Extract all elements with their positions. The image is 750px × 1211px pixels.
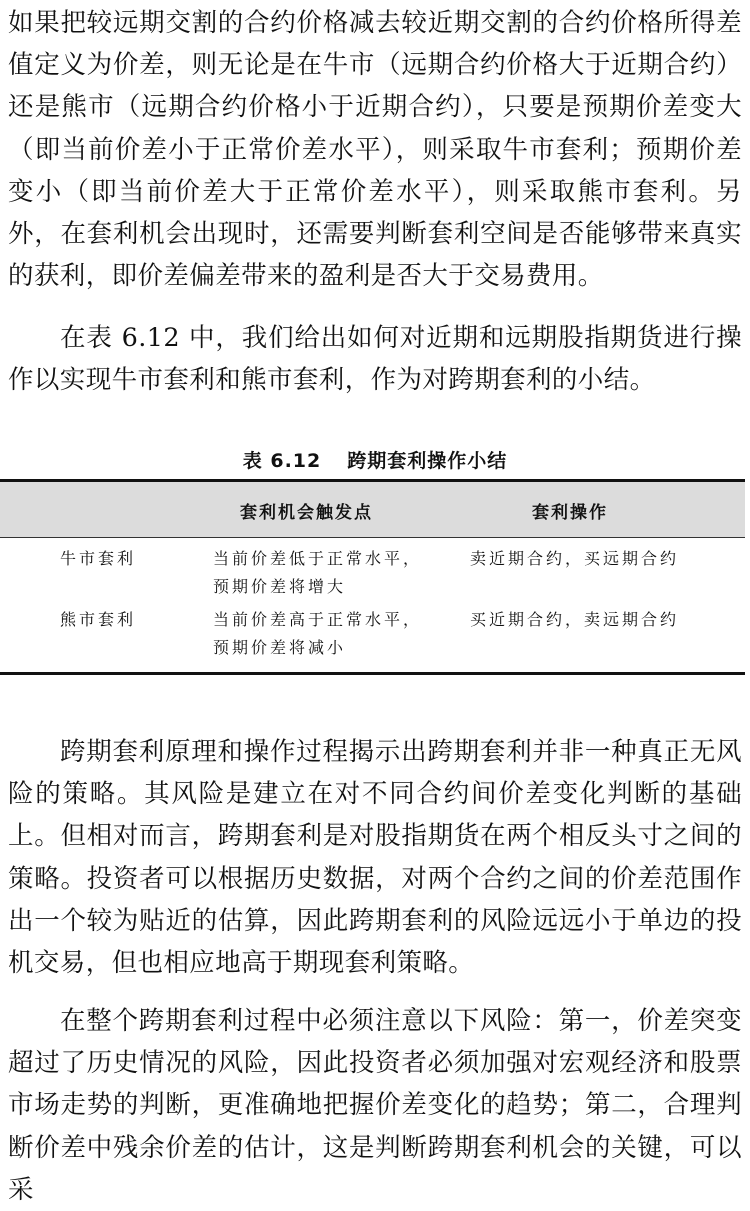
table-caption: [0, 446, 750, 473]
header-trigger: 套利机会触发点: [240, 503, 373, 523]
table-caption-title: 跨期套利操作小结: [347, 450, 508, 472]
paragraph-risk-notes: 在整个跨期套利过程中必须注意以下风险：第一，价差突变超过了历史情况的风险，因此投资者必须加强对宏观经济和股票市场走势的判断，更准确地把握价差变化的趋势；第二，合理判断价差中残余价差的估计，这是判断跨期套利机会的关键，可以采: [8, 1006, 742, 1205]
paragraph-table-intro: 在表 6.12 中，我们给出如何对近期和远期股指期货进行操作以实现牛市套利和熊市套利，作为对跨期套利的小结。: [8, 323, 742, 396]
table-caption-number: 表 6.12: [242, 450, 322, 472]
row-bear-name: 熊市套利: [60, 610, 137, 629]
paragraph-calendar-spread-risk: 跨期套利原理和操作过程揭示出跨期套利并非一种真正无风险的策略。其风险是建立在对不同合约间价差变化判断的基础上。但相对而言，跨期套利是对股指期货在两个相反头寸之间的策略。投资者可以根据历史数据，对两个合约之间的价差范围作出一个较为贴近的估算，因此跨期套利的风险远远小于单边的投机交易，但也相应地高于期现套利策略。: [8, 737, 742, 979]
row-bear-action: 买近期合约，卖远期合约: [470, 610, 680, 629]
table-header-rule: [0, 537, 745, 538]
header-action: 套利操作: [532, 503, 608, 523]
row-bull-action: 卖近期合约，买远期合约: [470, 549, 680, 568]
table-bottom-rule: [0, 672, 745, 675]
paragraph-price-spread-definition: 如果把较远期交割的合约价格减去较近期交割的合约价格所得差值定义为价差，则无论是在牛市（远期合约价格大于近期合约）还是熊市（远期合约价格小于近期合约），只要是预期价差变大（即当前价差小于正常价差水平），则采取牛市套利；预期价差变小（即当前价差大于正常价差水平），则采取熊市套利。另外，在套利机会出现时，还需要判断套利空间是否能够带来真实的获利，即价差偏差带来的盈利是否大于交易费用。: [8, 8, 742, 292]
row-bull-name: 牛市套利: [60, 549, 137, 568]
row-bear-trigger: 当前价差高于正常水平，预期价差将减小: [213, 610, 423, 657]
row-bull-trigger: 当前价差低于正常水平，预期价差将增大: [213, 549, 423, 596]
